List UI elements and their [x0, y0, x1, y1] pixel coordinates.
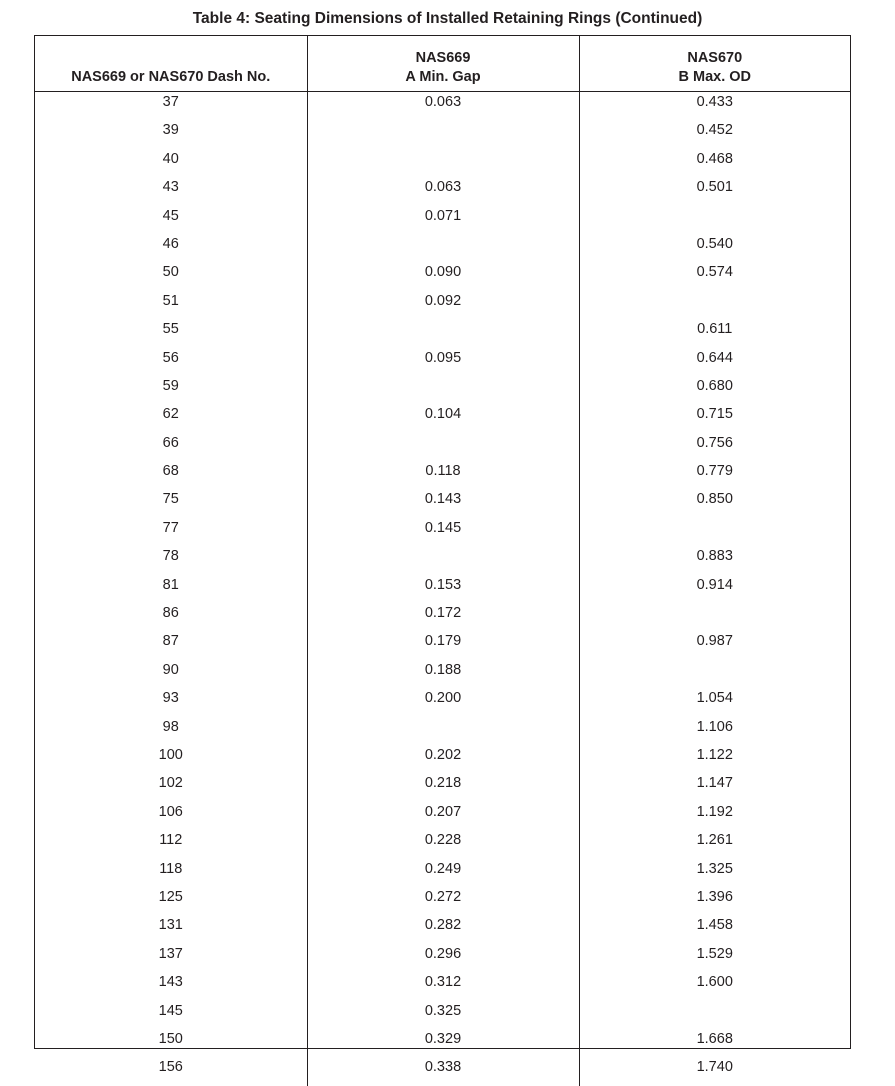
table-row — [35, 802, 850, 830]
cell-dash-number: 75 — [35, 489, 307, 517]
cell-max-od: 0.883 — [696, 548, 733, 565]
cell-max-od: 0.452 — [696, 122, 733, 139]
cell-dash-number: 145 — [35, 1001, 307, 1029]
cell-max-od — [579, 291, 850, 319]
table-row — [35, 944, 850, 972]
cell-max-od: 1.147 — [696, 775, 733, 792]
header-row — [35, 36, 850, 92]
cell-dash-number: 156 — [35, 1057, 307, 1085]
cell-min-gap: 0.092 — [307, 291, 579, 319]
cell-max-od: 1.054 — [696, 690, 733, 707]
cell-dash-number: 68 — [35, 461, 307, 489]
table-row — [35, 120, 850, 148]
cell-min-gap — [307, 149, 579, 177]
cell-max-od: 1.740 — [696, 1059, 733, 1076]
cell-min-gap — [307, 376, 579, 404]
table-row — [35, 546, 850, 574]
cell-max-od: 1.600 — [696, 974, 733, 991]
table-row — [35, 433, 850, 461]
cell-dash-number: 56 — [35, 348, 307, 376]
cell-dash-number: 59 — [35, 376, 307, 404]
cell-max-od: 1.668 — [696, 1030, 733, 1047]
table-row — [35, 887, 850, 915]
cell-max-od — [579, 603, 850, 631]
cell-dash-number: 62 — [35, 404, 307, 432]
cell-dash-number: 143 — [35, 972, 307, 1000]
table-row — [35, 319, 850, 347]
cell-min-gap: 0.218 — [307, 773, 579, 801]
cell-min-gap: 0.179 — [307, 631, 579, 659]
cell-min-gap: 0.118 — [307, 461, 579, 489]
cell-max-od: 1.192 — [696, 803, 733, 820]
cell-max-od: 1.458 — [696, 917, 733, 934]
cell-max-od: 1.106 — [696, 718, 733, 735]
cell-min-gap — [307, 546, 579, 574]
cell-min-gap: 0.095 — [307, 348, 579, 376]
cell-min-gap: 0.153 — [307, 575, 579, 603]
cell-dash-number: 131 — [35, 915, 307, 943]
table-row — [35, 915, 850, 943]
cell-min-gap: 0.090 — [307, 262, 579, 290]
cell-min-gap: 0.063 — [307, 177, 579, 205]
cell-min-gap: 0.312 — [307, 972, 579, 1000]
cell-max-od: 0.540 — [696, 235, 733, 252]
cell-dash-number: 40 — [35, 149, 307, 177]
cell-min-gap: 0.188 — [307, 660, 579, 688]
header-line2: A Min. Gap — [405, 69, 481, 85]
header-min-gap — [307, 36, 579, 92]
table-row — [35, 717, 850, 745]
table-row — [35, 149, 850, 177]
cell-min-gap: 0.228 — [307, 830, 579, 858]
cell-max-od: 0.680 — [696, 377, 733, 394]
header-max-od — [579, 36, 850, 92]
cell-min-gap: 0.207 — [307, 802, 579, 830]
header-line1: NAS670 — [687, 50, 743, 66]
cell-max-od: 0.574 — [696, 264, 733, 281]
cell-dash-number: 150 — [35, 1029, 307, 1057]
header-line2: B Max. OD — [678, 69, 751, 85]
cell-dash-number: 37 — [35, 92, 307, 121]
table-row — [35, 1001, 850, 1029]
cell-dash-number: 51 — [35, 291, 307, 319]
cell-dash-number: 46 — [35, 234, 307, 262]
cell-max-od — [579, 206, 850, 234]
cell-dash-number: 50 — [35, 262, 307, 290]
cell-min-gap — [307, 234, 579, 262]
cell-min-gap: 0.296 — [307, 944, 579, 972]
cell-max-od: 0.501 — [696, 179, 733, 196]
cell-min-gap: 0.172 — [307, 603, 579, 631]
table-caption: Table 4: Seating Dimensions of Installed Retaining Rings (Continued) — [192, 10, 703, 27]
cell-max-od: 1.325 — [696, 860, 733, 877]
cell-dash-number: 90 — [35, 660, 307, 688]
cell-min-gap: 0.063 — [307, 92, 579, 121]
cell-dash-number: 45 — [35, 206, 307, 234]
cell-max-od: 0.468 — [696, 150, 733, 167]
seating-dimensions-table — [34, 35, 851, 1076]
table-row — [35, 773, 850, 801]
table-row — [35, 461, 850, 489]
cell-min-gap: 0.202 — [307, 745, 579, 773]
table-row — [35, 92, 850, 121]
table-row — [35, 859, 850, 887]
cell-min-gap: 0.249 — [307, 859, 579, 887]
cell-max-od — [579, 1001, 850, 1029]
cell-max-od — [579, 660, 850, 688]
cell-max-od: 0.850 — [696, 491, 733, 508]
table-row — [35, 1057, 850, 1085]
cell-min-gap: 0.200 — [307, 688, 579, 716]
cell-dash-number: 106 — [35, 802, 307, 830]
table-row — [35, 206, 850, 234]
cell-min-gap — [307, 717, 579, 745]
cell-max-od: 0.715 — [696, 406, 733, 423]
table-row — [35, 972, 850, 1000]
table-row — [35, 660, 850, 688]
cell-max-od: 0.779 — [696, 463, 733, 480]
header-line2: NAS669 or NAS670 Dash No. — [71, 69, 271, 85]
table-row — [35, 404, 850, 432]
cell-min-gap: 0.145 — [307, 518, 579, 546]
cell-dash-number: 125 — [35, 887, 307, 915]
cell-min-gap: 0.071 — [307, 206, 579, 234]
cell-max-od: 0.914 — [696, 576, 733, 593]
table-row — [35, 1029, 850, 1057]
table-body — [35, 92, 850, 1086]
header-dash-number — [35, 36, 307, 92]
cell-min-gap: 0.325 — [307, 1001, 579, 1029]
cell-dash-number: 102 — [35, 773, 307, 801]
table-row — [35, 177, 850, 205]
table-row — [35, 688, 850, 716]
cell-max-od: 0.433 — [696, 94, 733, 110]
cell-dash-number: 78 — [35, 546, 307, 574]
cell-min-gap — [307, 319, 579, 347]
cell-max-od: 0.644 — [696, 349, 733, 366]
table-row — [35, 376, 850, 404]
table-row — [35, 575, 850, 603]
cell-max-od: 1.122 — [696, 746, 733, 763]
cell-dash-number: 118 — [35, 859, 307, 887]
table-row — [35, 631, 850, 659]
cell-min-gap: 0.329 — [307, 1029, 579, 1057]
cell-max-od: 1.529 — [696, 945, 733, 962]
header-line1: NAS669 — [415, 50, 471, 66]
cell-max-od: 1.396 — [696, 888, 733, 905]
cell-dash-number: 81 — [35, 575, 307, 603]
cell-min-gap: 0.143 — [307, 489, 579, 517]
cell-dash-number: 137 — [35, 944, 307, 972]
cell-dash-number: 55 — [35, 319, 307, 347]
cell-dash-number: 100 — [35, 745, 307, 773]
table-row — [35, 234, 850, 262]
cell-dash-number: 112 — [35, 830, 307, 858]
table-row — [35, 291, 850, 319]
cell-dash-number: 66 — [35, 433, 307, 461]
table-row — [35, 262, 850, 290]
cell-dash-number: 43 — [35, 177, 307, 205]
cell-max-od — [579, 518, 850, 546]
table-row — [35, 518, 850, 546]
cell-min-gap: 0.272 — [307, 887, 579, 915]
cell-dash-number: 93 — [35, 688, 307, 716]
cell-dash-number: 87 — [35, 631, 307, 659]
cell-max-od: 0.756 — [696, 434, 733, 451]
cell-min-gap: 0.282 — [307, 915, 579, 943]
table-row — [35, 603, 850, 631]
cell-dash-number: 98 — [35, 717, 307, 745]
table-row — [35, 745, 850, 773]
cell-min-gap — [307, 120, 579, 148]
table-row — [35, 830, 850, 858]
cell-max-od: 0.987 — [696, 633, 733, 650]
table-row — [35, 489, 850, 517]
cell-dash-number: 86 — [35, 603, 307, 631]
table-row — [35, 348, 850, 376]
cell-max-od: 1.261 — [696, 832, 733, 849]
cell-dash-number: 39 — [35, 120, 307, 148]
cell-min-gap: 0.338 — [307, 1057, 579, 1085]
cell-min-gap — [307, 433, 579, 461]
cell-max-od: 0.611 — [697, 321, 733, 338]
cell-dash-number: 77 — [35, 518, 307, 546]
table-grid — [35, 36, 850, 1086]
cell-min-gap: 0.104 — [307, 404, 579, 432]
